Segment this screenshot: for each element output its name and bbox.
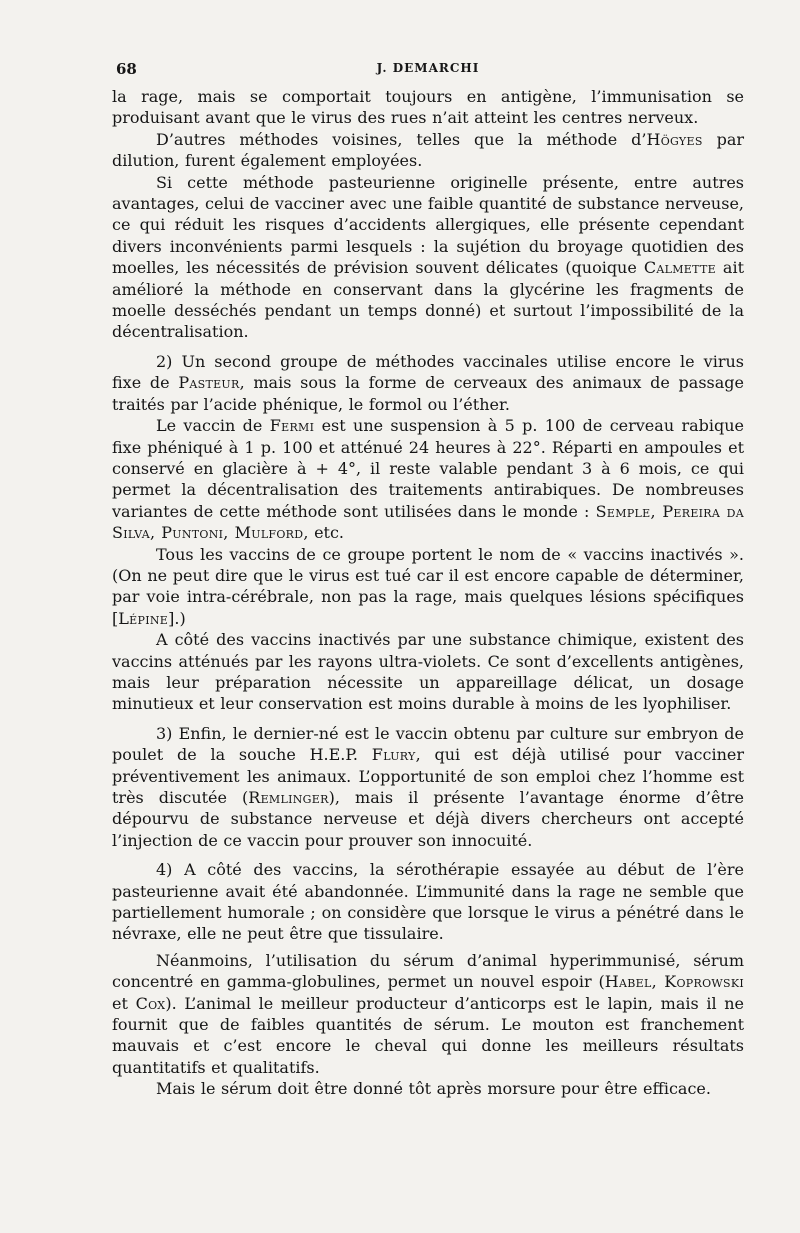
author-names: Habel, Koprowski <box>604 972 744 992</box>
author-name: Cox <box>135 993 166 1013</box>
text-run: , mais sous la forme de cerveaux des animaux de passage traités par l’acide phénique, le formol ou l’éther. <box>112 373 744 414</box>
running-title: J. DEMARCHI <box>376 61 480 75</box>
paragraph-1 <box>112 86 744 129</box>
text-run: par dilution, furent également employées. <box>112 129 745 171</box>
text-run: D’autres méthodes voisines, telles que la méthode d’ <box>156 129 647 149</box>
author-name: Remlinger <box>248 788 329 807</box>
author-name: Högyes <box>646 129 703 149</box>
running-header <box>112 60 744 86</box>
paragraph-10 <box>112 950 744 1078</box>
author-name: Calmette <box>643 258 716 278</box>
author-name: Pasteur <box>178 373 240 393</box>
text-run: Tous les vaccins de ce groupe portent le nom de « vaccins inactivés ». (On ne peut dire que le virus est tué car il est encore capable de déterminer, par voie intra-cérébrale, non pas la rage, mais quelques lésions spécifiques [ <box>112 544 744 628</box>
text-run: , qui est déjà utilisé pour vacciner préventivement les animaux. L’opportunité de son emploi chez l’homme est très discutée ( <box>112 745 744 807</box>
text-run: ), mais il présente l’avantage énorme d’être dépourvu de substance nerveuse et déjà divers chercheurs ont accepté l’injection de ce vaccin pour prouver son innocuité. <box>112 788 744 850</box>
text-run: et <box>112 993 136 1013</box>
paragraph-7 <box>112 629 744 715</box>
text-run: Néanmoins, l’utilisation du sérum d’animal hyperimmunisé, sérum concentré en gamma-globulines, permet un nouvel espoir ( <box>112 950 744 992</box>
paragraph-11 <box>112 1078 744 1099</box>
text-run: , etc. <box>303 523 345 543</box>
text-run: la rage, mais se comportait toujours en antigène, l’immunisation se produisant avant que le virus des rues n’ait atteint les centres nerveux. <box>112 87 744 128</box>
text-run: A côté des vaccins inactivés par une substance chimique, existent des vaccins atténués par les rayons ultra-violets. Ce sont d’excellents antigènes, mais leur préparation nécessite un appareillage délicat, un dosage minutieux et leur conservation est moins durable à moins de les lyophiliser. <box>112 630 744 714</box>
text-run: 2) Un second groupe de méthodes vaccinales utilise encore le virus fixe de <box>112 351 744 393</box>
author-names: Semple, Pereira da Silva, Puntoni, Mulford <box>112 501 745 543</box>
author-name: Lépine <box>118 608 169 628</box>
document-page <box>112 60 744 1100</box>
text-run: ). L’animal le meilleur producteur d’anticorps est le lapin, mais il ne fournit que de faibles quantités de sérum. Le mouton est franchement mauvais et c’est encore le cheval qui donne les meilleurs résultats quantitatifs et qualitatifs. <box>112 993 745 1077</box>
paragraph-6 <box>112 544 744 630</box>
author-name: Fermi <box>269 416 315 436</box>
page-number: 68 <box>116 60 137 78</box>
author-name: Flury <box>371 745 416 765</box>
text-run: Si cette méthode pasteurienne originelle présente, entre autres avantages, celui de vacciner avec une faible quantité de substance nerveuse, ce qui réduit les risques d’accidents allergiques, elle présente cependant divers inconvénients parmi lesquels : la sujétion du broyage quotidien des moelles, les nécessités de prévision souvent délicates (quoique <box>112 172 744 278</box>
paragraph-3 <box>112 172 744 343</box>
text-run: ].) <box>168 608 186 628</box>
text-run: 4) A côté des vaccins, la sérothérapie essayée au début de l’ère pasteurienne avait été abandonnée. L’immunité dans la rage ne semble que partiellement humorale ; on considère que lorsque le virus a pénétré dans le névraxe, elle ne peut être que tissulaire. <box>112 860 744 944</box>
paragraph-5 <box>112 415 744 543</box>
text-run: Mais le sérum doit être donné tôt après morsure pour être efficace. <box>156 1079 711 1099</box>
text-run: ait amélioré la méthode en conservant dans la glycérine les fragments de moelle desséchés pendant un temps donné) et surtout l’impossibilité de la décentralisation. <box>112 258 744 342</box>
text-run: est une suspension à 5 p. 100 de cerveau rabique fixe phéniqué à 1 p. 100 et atténué 24 heures à 22°. Réparti en ampoules et conservé en glacière à + 4°, il reste valable pendant 3 à 6 mois, ce qui permet la décentralisation des traitements antirabiques. De nombreuses variantes de cette méthode sont utilisées dans le monde : <box>112 416 745 521</box>
text-run: 3) Enfin, le dernier-né est le vaccin obtenu par culture sur embryon de poulet de la souche H.E.P. <box>112 723 744 765</box>
paragraph-2 <box>112 129 744 172</box>
paragraph-9 <box>112 859 744 945</box>
paragraph-8 <box>112 723 744 851</box>
text-run: Le vaccin de <box>156 416 270 436</box>
paragraph-4 <box>112 351 744 415</box>
